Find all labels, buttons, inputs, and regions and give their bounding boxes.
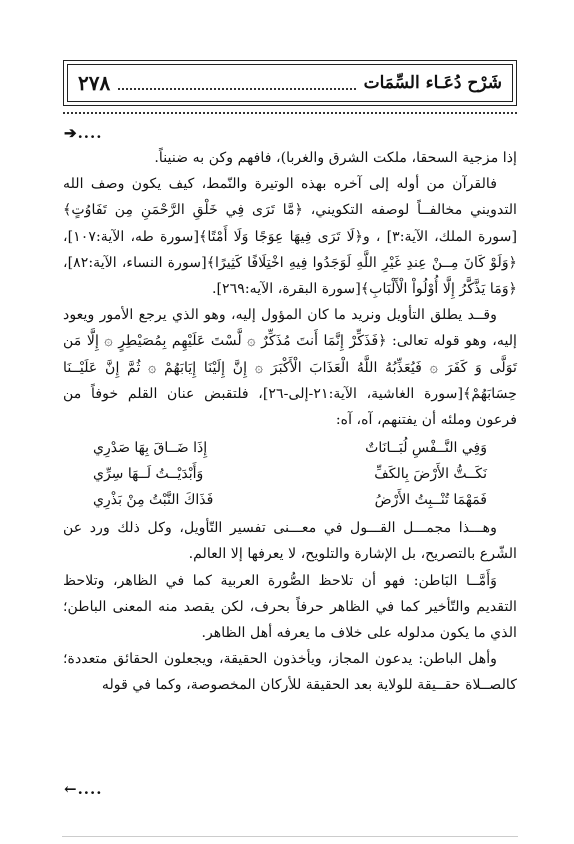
poem-hemistich: وَأَبْدَيْــتُ لَــهَا سِرِّي (93, 466, 204, 483)
header-leader-dots (118, 88, 355, 90)
paragraph-1: إذا مزجية السحقا، ملكت الشرق والغربا)، فافهم وكن به ضنيناً. (154, 150, 517, 166)
book-title: شَرْح دُعَـاء السِّمَات (363, 73, 502, 93)
page-number: ٢٧٨ (78, 71, 111, 95)
poem (63, 433, 517, 515)
poem-hemistich: وَفِي النَّــفْسِ لُبَــانَاتٌ (365, 440, 487, 457)
header-frame (67, 64, 513, 102)
arrow-left-icon: ← (64, 780, 78, 798)
paragraph-6: وأهل الباطن: يدعون المجاز، ويأخذون الحقيقة، ويجعلون الحقائق متعددة؛ كالصــلاة حقــيقة للولاية بعد الحقيقة للأركان المخصوصة، وكما في قوله (63, 651, 517, 694)
continuation-marker-top: ➔.... (64, 124, 103, 142)
continuation-marker-bottom: ←.... (64, 780, 103, 798)
paragraph-5: وَأَمَّــا البَاطن: فهو أن تلاحظ الصُّورة العربية كما في الظاهر، وتلاحظ التقديم والتّأخير كما في الظاهر حرفاً بحرف، لكن يقصد منه المعنى الباطن؛ الذي ما يكون مدلوله على خلاف ما يعرفه أهل الظاهر. (63, 572, 517, 642)
poem-hemistich: فَذَاكَ النَّبْتُ مِنْ بَذْرِي (93, 492, 214, 509)
dotted-rule (63, 112, 517, 114)
poem-hemistich: نَكَــتُّ الأَرْضَ بِالكَفِّ (374, 466, 487, 483)
running-header (63, 60, 517, 106)
body-text (63, 145, 517, 699)
poem-hemistich: فَمَهْمَا تُنْــبِتُ الأَرْضُ (374, 492, 487, 509)
paragraph-4: وهـــذا مجمـــل القـــول في معـــنى تفسير التّأويل، وكل ذلك ورد عن الشّرع بالتصريح، بل الإشارة والتلويح، لا يعرفها إلا العالم. (63, 520, 517, 563)
paragraph-2: فالقرآن من أوله إلى آخره بهذه الوتيرة والنّمط، كيف يكون وصف الله التدويني مخالفــاً لوصفه التكويني، ﴿مَّا تَرَى فِي خَلْقِ الرَّحْمَنِ مِن تَفَاوُتٍ﴾[سورة الملك، الآية:٣] ، و﴿لَا تَرَى فِيهَا عِوَجًا وَلَا أَمْتًا﴾[سورة طه، الآية:١٠٧]، ﴿وَلَوْ كَانَ مِــنْ عِندِ غَيْرِ اللَّهِ لَوَجَدُوا فِيهِ اخْتِلَافًا كَثِيرًا﴾[سورة النساء، الآية:٨٢]، ﴿وَمَا يَذَّكَّرُ إِلَّا أُوْلُواْ الْأَلْبَابِ﴾[سورة البقرة، الآيه:٢٦٩]. (63, 176, 518, 298)
arrow-right-icon: ➔ (64, 124, 78, 142)
paragraph-3: وقــد يطلق التأويل ونريد ما كان المؤول إليه، وهو الذي يرجع الأمور ويعود إليه، وهو قوله تعالى: ﴿فَذَكِّرْ إِنَّمَا أَنتَ مُذَكِّرٌ ۞ لَّسْتَ عَلَيْهِم بِمُصَيْطِرٍ ۞ إِلَّا مَن تَوَلَّى وَ كَفَرَ ۞ فَيُعَذِّبُهُ اللَّهُ الْعَذَابَ الْأَكْبَرَ ۞ إِنَّ إِلَيْنَا إِيَابَهُمْ ۞ ثُمَّ إِنَّ عَلَيْــنَا حِسَابَهُمْ﴾[سورة الغاشية، الآية:٢١-إلى-٢٦]، فلتقبض عنان القلم خوفاً من فرعون وملئه أن يفتنهم، آه، آه: (63, 307, 518, 429)
page-bottom-line (62, 836, 518, 837)
poem-hemistich: إِذَا ضَــاقَ بِهَا صَدْرِي (93, 440, 208, 457)
